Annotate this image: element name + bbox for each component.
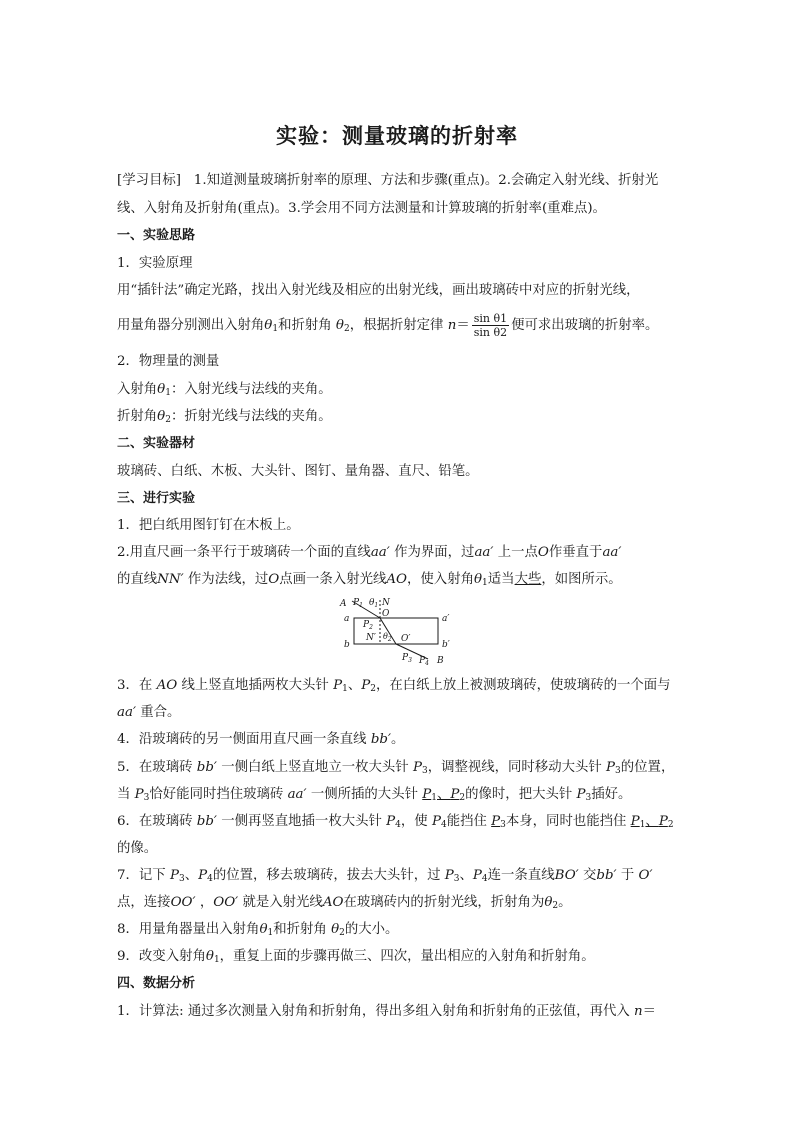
step-3-line-1: 3．在 AO 线上竖直地插两枚大头针 $P_1$、$P_2$，在白纸上放上被测玻璃砖，使玻璃砖的一个面与 — [117, 678, 671, 694]
step-9: 9．改变入射角$\theta_1$，重复上面的步骤再做三、四次，量出相应的入射角和折射角。 — [117, 949, 595, 965]
incident-angle-definition: 入射角$\theta_1$：入射光线与法线的夹角。 — [117, 382, 332, 398]
step-5-line-1: 5．在玻璃砖 bb′ 一侧白纸上竖直地立一枚大头针 $P_3$，调整视线，同时移动大头针 $P_3$的位置， — [117, 760, 675, 776]
principle-line-1: 用“插针法”确定光路，找出入射光线及相应的出射光线，画出玻璃砖中对应的折射光线， — [117, 283, 640, 298]
step-2-line-1: 2.用直尺画一条平行于玻璃砖一个面的直线aa′ 作为界面，过aa′ 上一点O作垂直于aa′ — [117, 545, 622, 560]
section-heading-equipment: 二、实验器材 — [117, 436, 196, 451]
refraction-angle-definition: 折射角$\theta_2$：折射光线与法线的夹角。 — [117, 409, 332, 425]
step-4: 4．沿玻璃砖的另一侧面用直尺画一条直线 bb′。 — [117, 732, 405, 747]
refraction-diagram — [338, 597, 462, 669]
label-a: a — [344, 614, 350, 624]
learning-goals-line-2: 线、入射角及折射角(重点)。3.学会用不同方法测量和计算玻璃的折射率(重难点)。 — [117, 201, 606, 216]
section-heading-analysis: 四、数据分析 — [117, 976, 196, 991]
step-6-line-1: 6．在玻璃砖 bb′ 一侧再竖直地插一枚大头针 $P_4$，使 $P_4$能挡住 $P_3$本身，同时也能挡住 $P_1$、$P_2$ — [117, 814, 674, 830]
label-b-prime: b′ — [442, 640, 450, 650]
step-7-line-2: 点，连接OO′ ，OO′ 就是入射光线AO在玻璃砖内的折射光线，折射角为$\theta_2$。 — [117, 895, 572, 911]
learning-goals-line-1: [学习目标] 1.知道测量玻璃折射率的原理、方法和步骤(重点)。2.会确定入射光线、折射光 — [117, 173, 659, 188]
step-8: 8．用量角器量出入射角$\theta_1$和折射角 $\theta_2$的大小。 — [117, 922, 399, 938]
step-6-line-2: 的像。 — [117, 841, 158, 856]
page-title: 实验：测量玻璃的折射率 — [276, 124, 518, 148]
label-P4: $P_4$ — [419, 656, 429, 667]
label-O-prime: O′ — [401, 634, 411, 644]
label-N-prime: N′ — [366, 633, 376, 643]
label-B: B — [437, 656, 444, 666]
label-P1: $P_1$ — [353, 598, 363, 609]
analysis-line-1: 1．计算法: 通过多次测量入射角和折射角，得出多组入射角和折射角的正弦值，再代入 n＝ — [117, 1004, 657, 1019]
step-3-line-2: aa′ 重合。 — [117, 705, 181, 720]
label-a-prime: a′ — [442, 614, 450, 624]
step-1: 1．把白纸用图钉钉在木板上。 — [117, 518, 300, 533]
label-A: A — [340, 599, 347, 609]
label-theta1: $\theta_1$ — [369, 598, 379, 609]
label-O: O — [382, 609, 390, 619]
step-7-line-1: 7．记下 $P_3$、$P_4$的位置，移去玻璃砖，拔去大头针，过 $P_3$、$P_4$连一条直线BO′ 交bb′ 于 O′ — [117, 868, 653, 884]
label-P3: $P_3$ — [402, 653, 412, 664]
label-b: b — [344, 640, 350, 650]
equipment-list: 玻璃砖、白纸、木板、大头针、图钉、量角器、直尺、铅笔。 — [117, 464, 479, 479]
step-5-line-2: 当 $P_3$恰好能同时挡住玻璃砖 aa′ 一侧所插的大头针 $P_1$、$P_2$的像时，把大头针 $P_3$插好。 — [117, 787, 632, 803]
snell-law-fraction: $\frac{\text{sin θ1}}{\text{sin θ2}}$ — [473, 312, 508, 339]
principle-heading: 1．实验原理 — [117, 256, 193, 271]
learning-goals-label: [学习目标] — [117, 173, 182, 188]
step-2-line-2: 的直线NN′ 作为法线，过O点画一条入射光线AO，使入射角$\theta_1$适当大些，如图所示。 — [117, 572, 622, 588]
label-N: N — [382, 598, 390, 608]
label-P2: $P_2$ — [363, 620, 373, 631]
section-heading-ideas: 一、实验思路 — [117, 228, 196, 243]
principle-line-2: 用量角器分别测出入射角$\theta_1$和折射角 $\theta_2$，根据折射定律 n＝ $\frac{\text{sin θ1}}{\text{sin θ2}}$ 便可求出玻璃的折射率。 — [117, 312, 659, 339]
label-theta2: $\theta_2$ — [383, 632, 392, 643]
section-heading-procedure: 三、进行实验 — [117, 491, 196, 506]
quantities-heading: 2．物理量的测量 — [117, 354, 220, 369]
